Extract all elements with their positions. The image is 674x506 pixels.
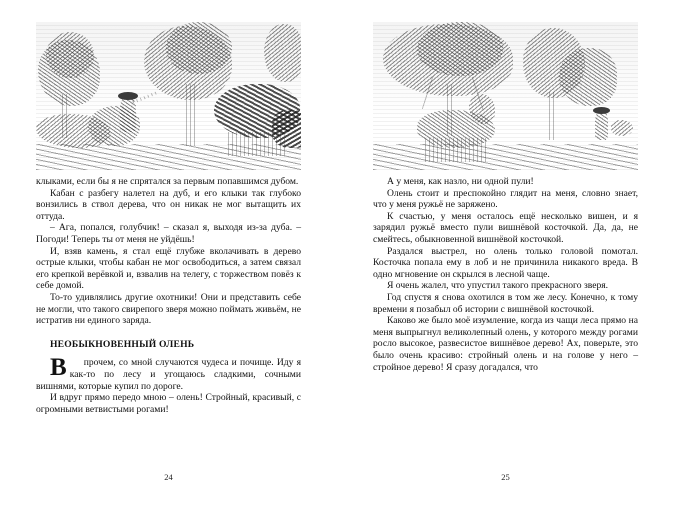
paragraph: То-то удивлялись другие охотники! Они и представить себе не могли, что такого свирепого зверя можно поймать живьём, не истратив ни единого заряда. <box>36 291 301 327</box>
foliage-right-2 <box>559 48 617 106</box>
deer-neck-head <box>469 94 495 124</box>
paragraph: И вдруг прямо передо мною – олень! Стройный, красивый, с огромными ветвистыми рогами! <box>36 392 301 415</box>
paragraph: К счастью, у меня осталось ещё несколько вишен, и я зарядил ружьё вместо пули вишнёвой косточкой. Да, да, не смейтесь, обыкновенной вишнёвой косточкой. <box>373 210 638 245</box>
paragraph: Кабан с разбегу налетел на дуб, и его клыки так глубоко вонзились в ствол дерева, что он никак не мог вытащить их оттуда. <box>36 187 301 222</box>
left-text-column <box>36 176 301 415</box>
foliage-far-left-2 <box>46 32 94 78</box>
paragraph: Раздался выстрел, но олень только головой помотал. Косточка попала ему в лоб и не причинила никакого вреда. В одно мгновение он скрылся в лесной чаще. <box>373 245 638 280</box>
ground-hatching <box>36 144 301 170</box>
section-spacer <box>36 327 301 339</box>
boar-charging-hunter-illustration <box>36 22 301 170</box>
paragraph: А у меня, как назло, ни одной пули! <box>387 176 534 187</box>
right-page <box>337 0 674 506</box>
deer-with-cherry-tree-antlers-illustration <box>373 22 638 170</box>
chapter-first-paragraph-text: прочем, со мной случаются чудеса и почище. Иду я как-то по лесу и угощаюсь сладкими, сочными вишнями, которые купил по дороге. <box>36 357 301 392</box>
paragraph: Год спустя я снова охотился в том же лесу. Конечно, к тому времени я позабыл об истории с вишнёвой косточкой. <box>373 291 638 315</box>
chapter-first-paragraph <box>36 354 301 392</box>
tree-trunk-right <box>549 92 555 140</box>
cherry-tree-canopy-2 <box>417 22 503 76</box>
right-text-column <box>373 176 638 373</box>
paragraph: клыками, если бы я не спрятался за первым попавшимся дубом. <box>36 176 299 187</box>
paragraph: Олень стоит и преспокойно глядит на меня, словно знает, что у меня ружьё не заряжено. <box>373 187 638 211</box>
chapter-title: НЕОБЫКНОВЕННЫЙ ОЛЕНЬ <box>50 338 195 350</box>
oak-tree-canopy-2 <box>166 22 232 74</box>
paragraph: – Ага, попался, голубчик! – сказал я, выходя из-за дуба. – Погоди! Теперь ты от меня не уйдёшь! <box>36 222 301 245</box>
oak-tree-trunk <box>186 84 196 146</box>
paragraph: Каково же было моё изумление, когда из чащи леса прямо на меня выпрыгнул великолепный олень, у которого между рогами росло высокое, развесистое вишнёвое дерево! Ах, поверьте, это было очень красиво: стройный олень и на голове у него – стройное дерево! Я сразу догадался, что <box>373 315 638 373</box>
page-number-right: 25 <box>501 472 510 482</box>
far-deer-figure <box>611 120 633 136</box>
hunter-hat-right <box>593 107 610 114</box>
paragraph: И, взяв камень, я стал ещё глубже вколачивать в дерево острые клыки, чтобы кабан не мог освободиться, а затем связал его крепкой верёвкой и, взвалив на телегу, с торжеством повёз к себе домой. <box>36 245 301 292</box>
paragraph: Я очень жалел, что упустил такого прекрасного зверя. <box>387 280 609 292</box>
ground-hatching <box>373 144 638 170</box>
drop-cap-letter: В <box>50 354 67 382</box>
hunter-figure-right <box>595 112 608 140</box>
page-number-left: 24 <box>164 472 173 482</box>
tree-right <box>264 24 301 82</box>
